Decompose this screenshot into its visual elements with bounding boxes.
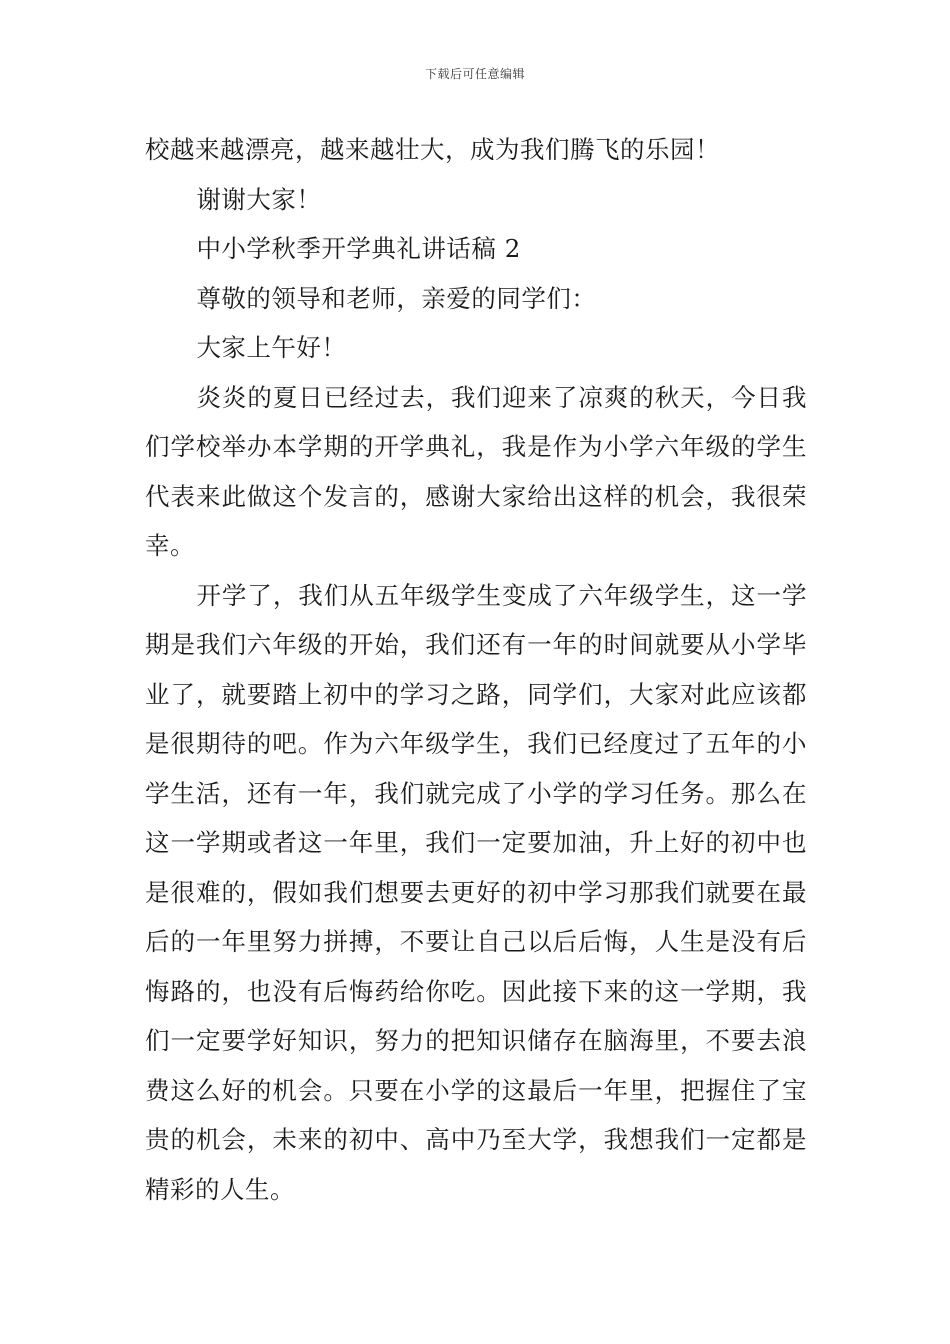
page-header: 下载后可任意编辑 bbox=[424, 67, 525, 81]
paragraph-greeting: 大家上午好！ bbox=[196, 333, 347, 362]
paragraph-introduction: 炎炎的夏日已经过去，我们迎来了凉爽的秋天，今日我们学校举办本学期的开学典礼，我是作为小学六年级的学生代表来此做这个发言的，感谢大家给出这样的机会，我很荣幸。 bbox=[145, 382, 807, 560]
paragraph-salutation: 尊敬的领导和老师，亲爱的同学们： bbox=[196, 283, 597, 313]
speech-title: 中小学秋季开学典礼讲话稿 2 bbox=[196, 234, 521, 263]
paragraph-closing-line: 校越来越漂亮，越来越壮大，成为我们腾飞的乐园！ bbox=[145, 135, 720, 164]
paragraph-main: 开学了，我们从五年级学生变成了六年级学生，这一学期是我们六年级的开始，我们还有一年的时间就要从小学毕业了，就要踏上初中的学习之路，同学们，大家对此应该都是很期待的吧。作为六年级学生，我们已经度过了五年的小学生活，还有一年，我们就完成了小学的学习任务。那么在这一学期或者这一年里，我们一定要加油，升上好的初中也是很难的，假如我们想要去更好的初中学习那我们就要在最后的一年里努力拼搏，不要让自己以后后悔，人生是没有后悔路的，也没有后悔药给你吃。因此接下来的这一学期，我们一定要学好知识，努力的把知识储存在脑海里，不要去浪费这么好的机会。只要在小学的这最后一年里，把握住了宝贵的机会，未来的初中、高中乃至大学，我想我们一定都是精彩的人生。 bbox=[145, 580, 807, 1204]
document-body bbox=[145, 125, 807, 1214]
paragraph-thanks: 谢谢大家！ bbox=[196, 184, 322, 214]
